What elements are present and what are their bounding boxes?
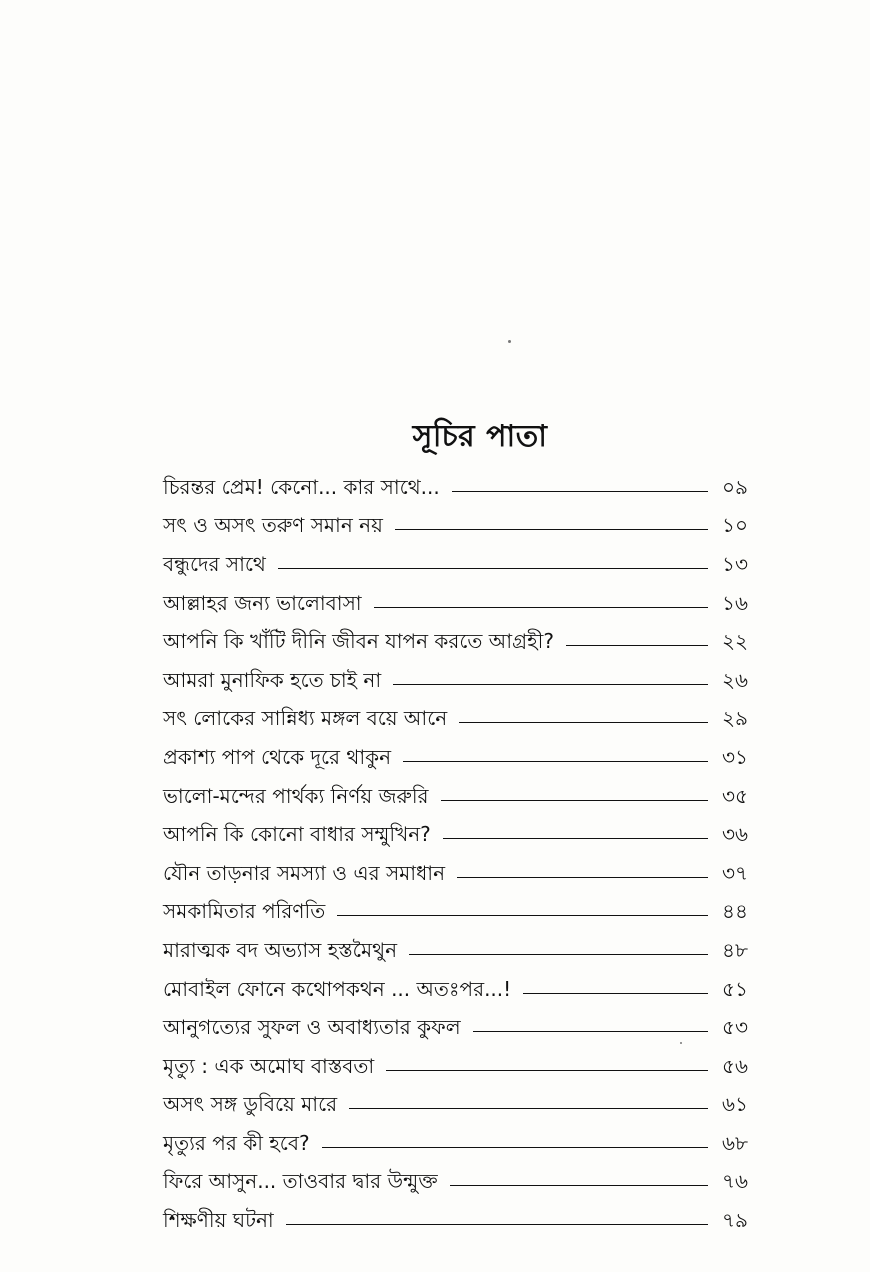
toc-entry-title: ফিরে আসুন... তাওবার দ্বার উন্মুক্ত: [163, 1169, 438, 1194]
leader-line: [286, 1224, 708, 1225]
toc-entry-page: ৪৪: [722, 899, 748, 924]
leader-line: [459, 722, 708, 723]
toc-entry[interactable]: [163, 470, 748, 509]
toc-entry-title: সৎ লোকের সান্নিধ্য মঙ্গল বয়ে আনে: [163, 706, 448, 731]
toc-entry[interactable]: [163, 817, 748, 856]
toc-entry-title: ভালো-মন্দের পার্থক্য নির্ণয় জরুরি: [163, 783, 429, 808]
toc-entry-page: ২৬: [721, 667, 748, 692]
toc-entry[interactable]: [163, 547, 748, 586]
toc-entry[interactable]: [163, 972, 748, 1011]
toc-entry-title: সমকামিতার পরিণতি: [163, 899, 326, 924]
table-of-contents: [163, 470, 748, 1242]
toc-entry[interactable]: [163, 1126, 748, 1165]
toc-entry-title: আপনি কি খাঁটি দীনি জীবন যাপন করতে আগ্রহী?: [163, 629, 554, 654]
toc-entry[interactable]: [163, 856, 748, 895]
leader-line: [403, 761, 708, 762]
leader-line: [452, 491, 708, 492]
toc-entry-page: ১৩: [722, 551, 748, 576]
leader-line: [473, 1031, 708, 1032]
toc-entry[interactable]: [163, 663, 748, 702]
leader-line: [386, 1070, 708, 1071]
print-speck: [508, 340, 511, 343]
toc-entry-page: ৪৮: [722, 937, 748, 962]
toc-entry-title: সৎ ও অসৎ তরুণ সমান নয়: [163, 513, 383, 538]
leader-line: [443, 838, 708, 839]
toc-entry-title: আপনি কি কোনো বাধার সম্মুখিন?: [163, 822, 431, 847]
toc-entry-title: প্রকাশ্য পাপ থেকে দূরে থাকুন: [163, 744, 392, 769]
toc-entry-title: শিক্ষণীয় ঘটনা: [163, 1208, 274, 1233]
leader-line: [278, 568, 708, 569]
toc-entry[interactable]: [163, 1203, 748, 1242]
toc-entry-page: ৭৯: [722, 1208, 748, 1233]
toc-entry[interactable]: [163, 1165, 748, 1204]
toc-entry-title: আল্লাহর জন্য ভালোবাসা: [163, 590, 362, 615]
toc-entry-page: ১৬: [722, 590, 748, 615]
toc-entry[interactable]: [163, 1049, 748, 1088]
leader-line: [523, 993, 708, 994]
toc-entry[interactable]: [163, 1010, 748, 1049]
toc-entry[interactable]: [163, 586, 748, 625]
leader-line: [393, 684, 708, 685]
toc-entry-page: ২৯: [722, 706, 748, 731]
leader-line: [450, 1185, 708, 1186]
toc-entry-title: যৌন তাড়নার সমস্যা ও এর সমাধান: [163, 860, 446, 885]
toc-entry-title: বন্ধুদের সাথে: [163, 551, 266, 576]
toc-entry-page: ০৯: [722, 474, 748, 499]
leader-line: [441, 800, 708, 801]
toc-entry-page: ৩১: [722, 744, 748, 769]
toc-entry[interactable]: [163, 702, 748, 741]
leader-line: [337, 915, 708, 916]
toc-entry-page: ৩৬: [721, 822, 748, 847]
toc-entry-page: ৭৬: [721, 1169, 748, 1194]
leader-line: [322, 1147, 708, 1148]
toc-entry[interactable]: [163, 1088, 748, 1127]
toc-entry-title: মোবাইল ফোনে কথোপকথন ... অতঃপর...!: [163, 976, 512, 1001]
toc-entry-title: আনুগত্যের সুফল ও অবাধ্যতার কুফল: [163, 1015, 461, 1040]
toc-entry[interactable]: [163, 624, 748, 663]
toc-entry[interactable]: [163, 779, 748, 818]
leader-line: [349, 1108, 708, 1109]
toc-entry[interactable]: [163, 509, 748, 548]
toc-entry-page: ৫৩: [722, 1015, 748, 1040]
toc-entry-page: ১০: [722, 513, 748, 538]
page-title: সূচির পাতা: [412, 419, 548, 455]
leader-line: [409, 954, 708, 955]
toc-entry-page: ২২: [721, 629, 748, 654]
toc-entry-title: চিরন্তর প্রেম! কেনো... কার সাথে...: [163, 474, 440, 499]
leader-line: [395, 529, 708, 530]
toc-entry-title: আমরা মুনাফিক হতে চাই না: [163, 667, 382, 692]
toc-entry-page: ৬৮: [722, 1130, 748, 1155]
toc-entry[interactable]: [163, 740, 748, 779]
toc-entry-title: মৃত্যু : এক অমোঘ বাস্তবতা: [163, 1053, 375, 1078]
toc-entry-title: অসৎ সঙ্গ ডুবিয়ে মারে: [163, 1092, 338, 1117]
toc-entry-title: মৃত্যুর পর কী হবে?: [163, 1130, 310, 1155]
leader-line: [374, 607, 708, 608]
toc-entry[interactable]: [163, 895, 748, 934]
toc-entry-page: ৬১: [722, 1092, 748, 1117]
leader-line: [566, 645, 708, 646]
toc-entry[interactable]: [163, 933, 748, 972]
leader-line: [457, 877, 708, 878]
toc-entry-page: ৩৫: [722, 783, 748, 808]
toc-entry-page: ৫১: [722, 976, 748, 1001]
toc-entry-page: ৩৭: [721, 860, 748, 885]
toc-entry-page: ৫৬: [722, 1053, 748, 1078]
toc-entry-title: মারাত্মক বদ অভ্যাস হস্তমৈথুন: [163, 937, 398, 962]
